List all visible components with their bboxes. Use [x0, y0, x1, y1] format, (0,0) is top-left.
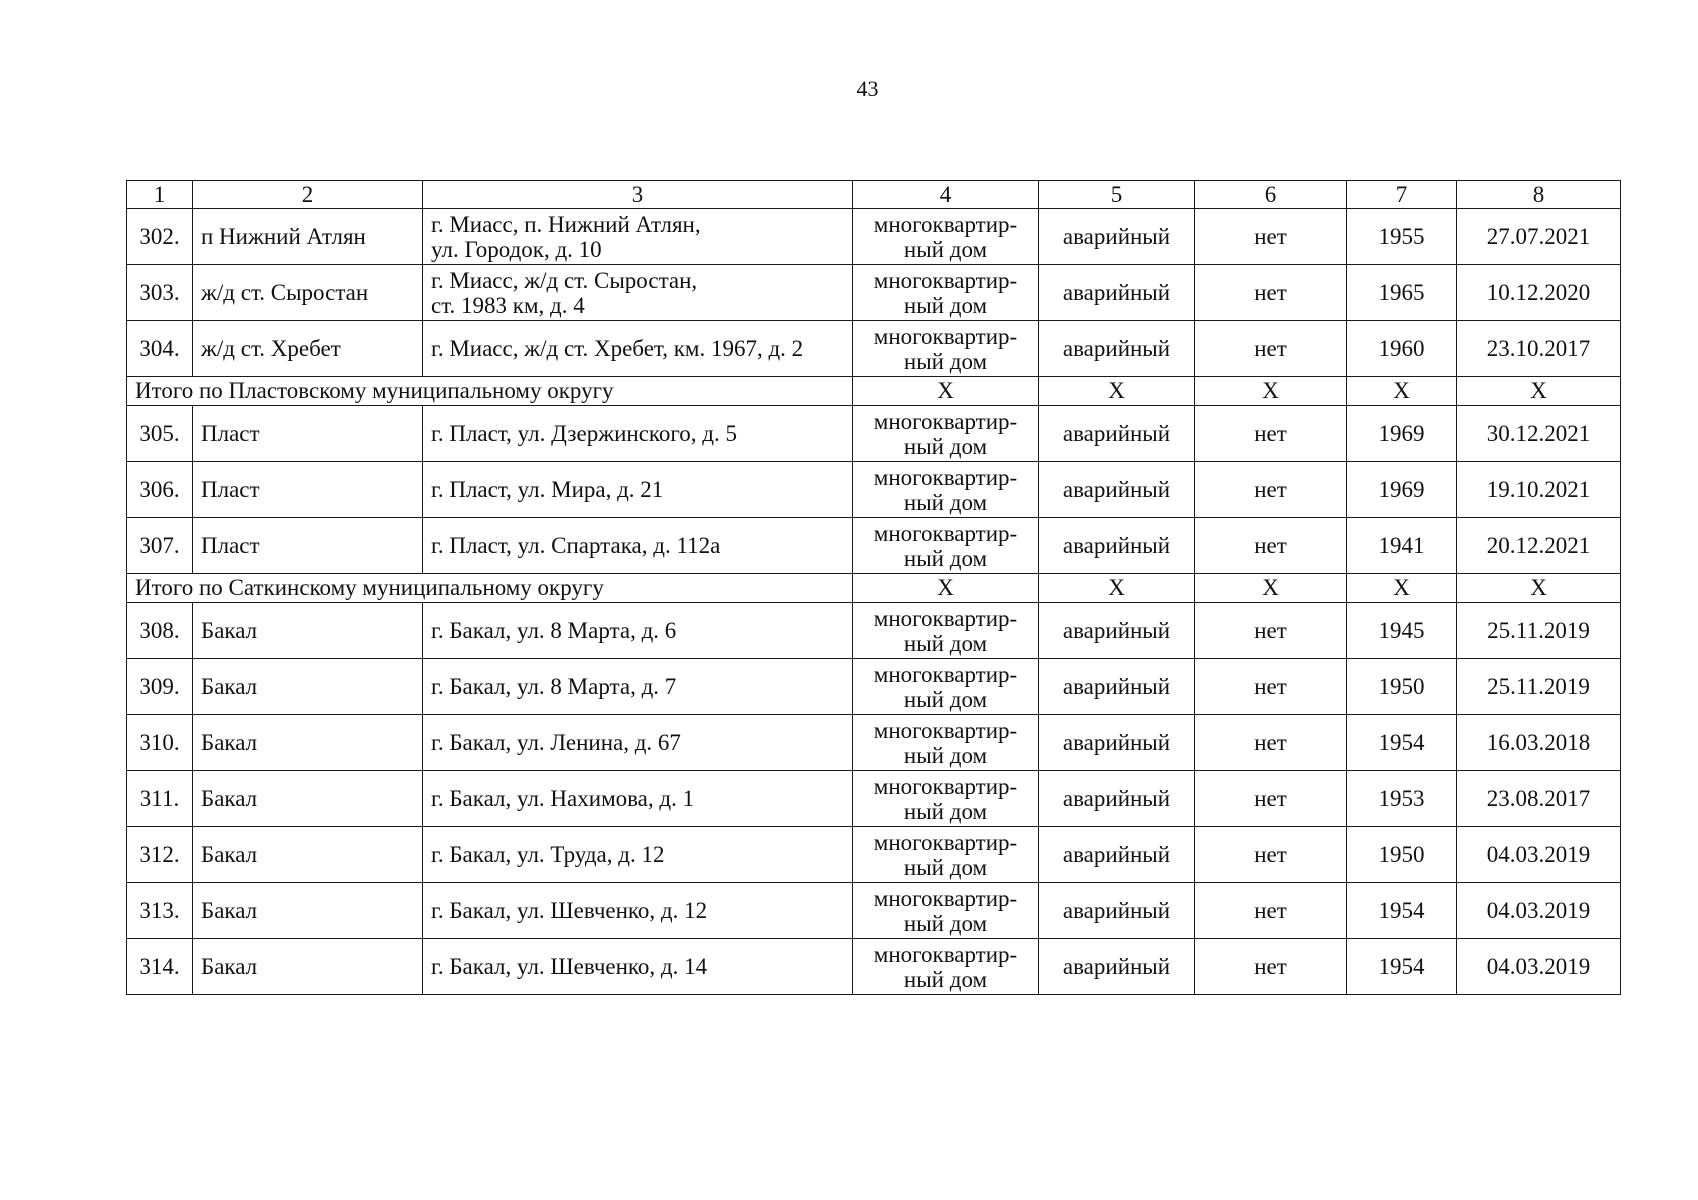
address-cell — [423, 406, 853, 462]
locality-cell: Бакал — [193, 939, 423, 995]
building-type-line: многоквартир- — [873, 941, 1018, 967]
address-cell — [423, 827, 853, 883]
date-cell: 04.03.2019 — [1457, 827, 1621, 883]
row-number: 305. — [127, 406, 193, 462]
year-cell: 1960 — [1347, 321, 1457, 377]
column-number-header: 3 — [423, 181, 853, 209]
address-cell — [423, 939, 853, 995]
table-row — [127, 265, 1621, 321]
address-cell — [423, 883, 853, 939]
condition-cell: аварийный — [1039, 265, 1195, 321]
table-row — [127, 406, 1621, 462]
locality-cell: п Нижний Атлян — [193, 209, 423, 265]
subtotal-row — [127, 377, 1621, 406]
flag-cell: нет — [1195, 715, 1347, 771]
table-body — [127, 181, 1621, 995]
building-type-cell — [853, 603, 1039, 659]
locality-cell: ж/д ст. Хребет — [193, 321, 423, 377]
address-line: ул. Городок, д. 10 — [431, 236, 602, 262]
building-type-cell — [853, 518, 1039, 574]
building-type-line: многоквартир- — [873, 717, 1018, 743]
building-type-cell — [853, 659, 1039, 715]
address-line: г. Бакал, ул. 8 Марта, д. 6 — [431, 618, 677, 643]
building-type-line: ный дом — [903, 854, 988, 880]
locality-cell: Бакал — [193, 715, 423, 771]
address-cell — [423, 659, 853, 715]
address-line: г. Миасс, ж/д ст. Сыростан, — [431, 267, 698, 293]
table-row — [127, 209, 1621, 265]
locality-cell: Бакал — [193, 603, 423, 659]
subtotal-row — [127, 574, 1621, 603]
address-cell — [423, 603, 853, 659]
subtotal-mark: X — [1347, 377, 1457, 406]
table-row — [127, 771, 1621, 827]
subtotal-mark: X — [1457, 574, 1621, 603]
table-row — [127, 939, 1621, 995]
condition-cell: аварийный — [1039, 321, 1195, 377]
row-number: 313. — [127, 883, 193, 939]
year-cell: 1969 — [1347, 462, 1457, 518]
row-number: 303. — [127, 265, 193, 321]
locality-cell: Пласт — [193, 462, 423, 518]
subtotal-mark: X — [1347, 574, 1457, 603]
subtotal-label: Итого по Пластовскому муниципальному округу — [127, 377, 853, 406]
year-cell: 1954 — [1347, 883, 1457, 939]
building-type-line: ный дом — [903, 292, 988, 318]
building-type-line: ный дом — [903, 433, 988, 459]
flag-cell: нет — [1195, 827, 1347, 883]
condition-cell: аварийный — [1039, 659, 1195, 715]
table-row — [127, 462, 1621, 518]
subtotal-mark: X — [853, 377, 1039, 406]
condition-cell: аварийный — [1039, 406, 1195, 462]
housing-registry-table — [126, 180, 1621, 995]
condition-cell: аварийный — [1039, 939, 1195, 995]
row-number: 314. — [127, 939, 193, 995]
condition-cell: аварийный — [1039, 603, 1195, 659]
row-number: 310. — [127, 715, 193, 771]
subtotal-mark: X — [1195, 574, 1347, 603]
building-type-cell — [853, 883, 1039, 939]
building-type-cell — [853, 209, 1039, 265]
flag-cell: нет — [1195, 406, 1347, 462]
year-cell: 1950 — [1347, 827, 1457, 883]
address-line: г. Пласт, ул. Спартака, д. 112а — [431, 533, 721, 558]
date-cell: 20.12.2021 — [1457, 518, 1621, 574]
locality-cell: Пласт — [193, 518, 423, 574]
table-row — [127, 659, 1621, 715]
column-number-header: 8 — [1457, 181, 1621, 209]
building-type-line: многоквартир- — [873, 464, 1018, 490]
column-number-header: 1 — [127, 181, 193, 209]
condition-cell: аварийный — [1039, 827, 1195, 883]
address-cell — [423, 715, 853, 771]
date-cell: 27.07.2021 — [1457, 209, 1621, 265]
flag-cell: нет — [1195, 771, 1347, 827]
flag-cell: нет — [1195, 321, 1347, 377]
date-cell: 30.12.2021 — [1457, 406, 1621, 462]
address-line: г. Бакал, ул. Шевченко, д. 14 — [431, 954, 708, 979]
address-line: ст. 1983 км, д. 4 — [431, 292, 585, 318]
condition-cell: аварийный — [1039, 209, 1195, 265]
year-cell: 1945 — [1347, 603, 1457, 659]
address-line: г. Бакал, ул. Шевченко, д. 12 — [431, 898, 708, 923]
building-type-line: ный дом — [903, 742, 988, 768]
column-number-header: 5 — [1039, 181, 1195, 209]
address-cell — [423, 518, 853, 574]
year-cell: 1954 — [1347, 939, 1457, 995]
subtotal-mark: X — [1195, 377, 1347, 406]
year-cell: 1954 — [1347, 715, 1457, 771]
flag-cell: нет — [1195, 659, 1347, 715]
building-type-line: многоквартир- — [873, 211, 1018, 237]
locality-cell: Пласт — [193, 406, 423, 462]
subtotal-mark: X — [1039, 377, 1195, 406]
building-type-cell — [853, 827, 1039, 883]
year-cell: 1955 — [1347, 209, 1457, 265]
building-type-cell — [853, 462, 1039, 518]
year-cell: 1969 — [1347, 406, 1457, 462]
flag-cell: нет — [1195, 265, 1347, 321]
address-line: г. Пласт, ул. Дзержинского, д. 5 — [431, 421, 737, 446]
building-type-line: ный дом — [903, 489, 988, 515]
locality-cell: Бакал — [193, 827, 423, 883]
table-row — [127, 715, 1621, 771]
building-type-line: ный дом — [903, 236, 988, 262]
year-cell: 1953 — [1347, 771, 1457, 827]
date-cell: 25.11.2019 — [1457, 603, 1621, 659]
building-type-line: ный дом — [903, 910, 988, 936]
building-type-cell — [853, 406, 1039, 462]
date-cell: 04.03.2019 — [1457, 939, 1621, 995]
row-number: 302. — [127, 209, 193, 265]
condition-cell: аварийный — [1039, 715, 1195, 771]
date-cell: 16.03.2018 — [1457, 715, 1621, 771]
locality-cell: Бакал — [193, 771, 423, 827]
date-cell: 04.03.2019 — [1457, 883, 1621, 939]
condition-cell: аварийный — [1039, 771, 1195, 827]
building-type-line: ный дом — [903, 686, 988, 712]
date-cell: 23.10.2017 — [1457, 321, 1621, 377]
building-type-line: ный дом — [903, 545, 988, 571]
flag-cell: нет — [1195, 939, 1347, 995]
building-type-cell — [853, 715, 1039, 771]
building-type-cell — [853, 265, 1039, 321]
condition-cell: аварийный — [1039, 462, 1195, 518]
address-line: г. Миасс, п. Нижний Атлян, — [431, 211, 701, 237]
table-row — [127, 827, 1621, 883]
locality-cell: Бакал — [193, 659, 423, 715]
year-cell: 1941 — [1347, 518, 1457, 574]
building-type-line: многоквартир- — [873, 885, 1018, 911]
column-number-row — [127, 181, 1621, 209]
building-type-line: многоквартир- — [873, 773, 1018, 799]
table-row — [127, 883, 1621, 939]
date-cell: 19.10.2021 — [1457, 462, 1621, 518]
column-number-header: 4 — [853, 181, 1039, 209]
building-type-line: ный дом — [903, 966, 988, 992]
building-type-line: многоквартир- — [873, 520, 1018, 546]
column-number-header: 2 — [193, 181, 423, 209]
subtotal-mark: X — [1457, 377, 1621, 406]
address-cell — [423, 265, 853, 321]
flag-cell: нет — [1195, 209, 1347, 265]
table-row — [127, 518, 1621, 574]
row-number: 309. — [127, 659, 193, 715]
column-number-header: 7 — [1347, 181, 1457, 209]
building-type-line: многоквартир- — [873, 829, 1018, 855]
building-type-line: многоквартир- — [873, 267, 1018, 293]
column-number-header: 6 — [1195, 181, 1347, 209]
address-line: г. Бакал, ул. Нахимова, д. 1 — [431, 786, 695, 811]
subtotal-label: Итого по Саткинскому муниципальному округу — [127, 574, 853, 603]
building-type-line: ный дом — [903, 348, 988, 374]
address-line: г. Миасс, ж/д ст. Хребет, км. 1967, д. 2 — [431, 336, 804, 361]
building-type-cell — [853, 321, 1039, 377]
flag-cell: нет — [1195, 883, 1347, 939]
table-row — [127, 603, 1621, 659]
locality-cell: ж/д ст. Сыростан — [193, 265, 423, 321]
date-cell: 10.12.2020 — [1457, 265, 1621, 321]
address-line: г. Бакал, ул. Ленина, д. 67 — [431, 730, 681, 755]
address-cell — [423, 321, 853, 377]
address-line: г. Бакал, ул. 8 Марта, д. 7 — [431, 674, 677, 699]
building-type-line: ный дом — [903, 798, 988, 824]
condition-cell: аварийный — [1039, 518, 1195, 574]
table-row — [127, 321, 1621, 377]
row-number: 311. — [127, 771, 193, 827]
date-cell: 25.11.2019 — [1457, 659, 1621, 715]
date-cell: 23.08.2017 — [1457, 771, 1621, 827]
year-cell: 1965 — [1347, 265, 1457, 321]
building-type-line: ный дом — [903, 630, 988, 656]
row-number: 304. — [127, 321, 193, 377]
year-cell: 1950 — [1347, 659, 1457, 715]
building-type-line: многоквартир- — [873, 605, 1018, 631]
row-number: 307. — [127, 518, 193, 574]
row-number: 308. — [127, 603, 193, 659]
row-number: 312. — [127, 827, 193, 883]
building-type-line: многоквартир- — [873, 323, 1018, 349]
address-cell — [423, 771, 853, 827]
subtotal-mark: X — [853, 574, 1039, 603]
page-number: 43 — [856, 76, 879, 101]
row-number: 306. — [127, 462, 193, 518]
subtotal-mark: X — [1039, 574, 1195, 603]
flag-cell: нет — [1195, 518, 1347, 574]
address-cell — [423, 209, 853, 265]
address-cell — [423, 462, 853, 518]
address-line: г. Пласт, ул. Мира, д. 21 — [431, 477, 664, 502]
building-type-cell — [853, 771, 1039, 827]
building-type-line: многоквартир- — [873, 408, 1018, 434]
flag-cell: нет — [1195, 603, 1347, 659]
building-type-line: многоквартир- — [873, 661, 1018, 687]
condition-cell: аварийный — [1039, 883, 1195, 939]
locality-cell: Бакал — [193, 883, 423, 939]
address-line: г. Бакал, ул. Труда, д. 12 — [431, 842, 665, 867]
building-type-cell — [853, 939, 1039, 995]
flag-cell: нет — [1195, 462, 1347, 518]
